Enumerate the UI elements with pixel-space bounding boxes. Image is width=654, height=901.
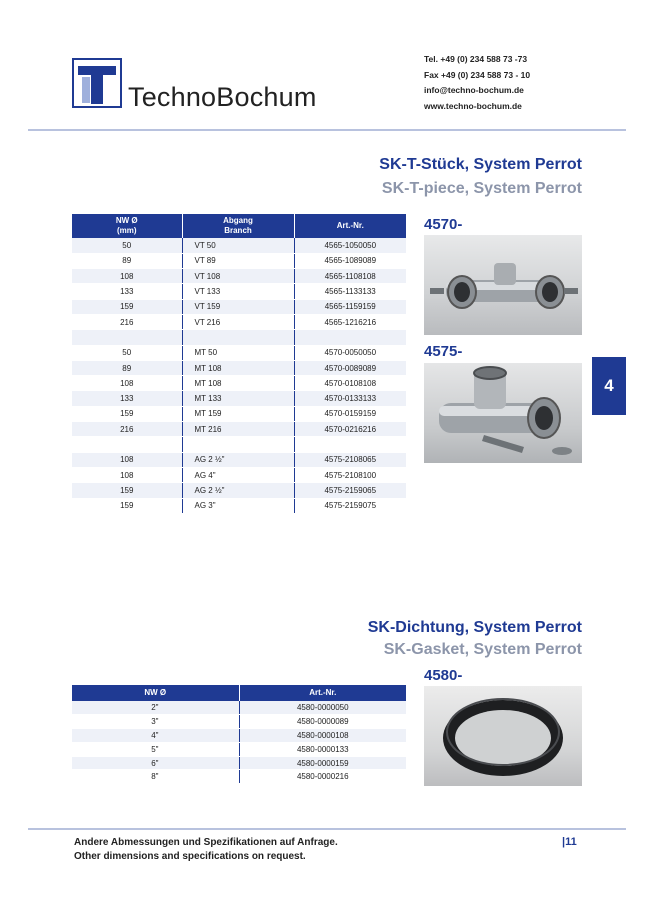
cell-branch: MT 133 [182, 391, 294, 406]
table-row [72, 483, 406, 498]
col-nw: NW Ø (mm) [72, 214, 182, 238]
t-piece-table [72, 214, 406, 514]
cell-branch: AG 2 ½" [182, 483, 294, 498]
cell-artnr: 4565-1089089 [294, 253, 406, 268]
cell-branch: AG 3" [182, 498, 294, 513]
t-piece-photo-4570 [424, 235, 582, 335]
footer-note [74, 836, 338, 864]
cell-branch: VT 216 [182, 314, 294, 329]
cell-artnr: 4565-1108108 [294, 269, 406, 284]
cell-nw: 216 [72, 422, 182, 437]
cell-nw: 159 [72, 498, 182, 513]
cell-nw: 159 [72, 299, 182, 314]
cell-nw: 6" [72, 756, 239, 770]
table-row [72, 299, 406, 314]
cell-branch: MT 216 [182, 422, 294, 437]
contact-email[interactable]: info@techno-bochum.de [424, 85, 524, 95]
cell-branch: AG 2 ½" [182, 452, 294, 467]
cell-artnr: 4570-0133133 [294, 391, 406, 406]
cell-artnr [294, 437, 406, 452]
cell-branch: VT 159 [182, 299, 294, 314]
footer-note-de: Andere Abmessungen und Spezifikationen auf Anfrage. [74, 837, 338, 848]
cell-artnr: 4565-1159159 [294, 299, 406, 314]
chapter-tab: 4 [592, 357, 626, 415]
header-divider [28, 129, 626, 131]
cell-artnr: 4580-0000108 [239, 729, 406, 743]
cell-branch: VT 133 [182, 284, 294, 299]
cell-nw: 50 [72, 345, 182, 360]
cell-branch: MT 108 [182, 376, 294, 391]
table-row [72, 284, 406, 299]
cell-nw: 108 [72, 467, 182, 482]
cell-branch: AG 4" [182, 467, 294, 482]
col-nw: NW Ø [72, 685, 239, 701]
col-artnr: Art.-Nr. [294, 214, 406, 238]
contact-phone: Tel. +49 (0) 234 588 73 -73 [424, 54, 528, 64]
cell-nw: 3" [72, 715, 239, 729]
table-row [72, 437, 406, 452]
cell-artnr: 4570-0108108 [294, 376, 406, 391]
cell-nw: 4" [72, 729, 239, 743]
cell-branch [182, 437, 294, 452]
gasket-table [72, 685, 406, 784]
table-row [72, 770, 406, 784]
cell-nw: 108 [72, 376, 182, 391]
cell-artnr: 4580-0000089 [239, 715, 406, 729]
col-branch: Abgang Branch [182, 214, 294, 238]
cell-branch: VT 89 [182, 253, 294, 268]
t-piece-photo-4575 [424, 363, 582, 463]
table-row [72, 715, 406, 729]
table-row [72, 467, 406, 482]
section1-title-de: SK-T-Stück, System Perrot [379, 156, 582, 173]
cell-artnr: 4580-0000216 [239, 770, 406, 784]
product-code-4575: 4575- [424, 343, 463, 360]
table-row [72, 360, 406, 375]
cell-nw: 8" [72, 770, 239, 784]
cell-branch: VT 108 [182, 269, 294, 284]
cell-branch: MT 50 [182, 345, 294, 360]
footer-divider [28, 828, 626, 830]
cell-artnr: 4580-0000133 [239, 742, 406, 756]
table-row [72, 253, 406, 268]
cell-artnr: 4575-2108065 [294, 452, 406, 467]
table-row [72, 756, 406, 770]
cell-nw: 108 [72, 269, 182, 284]
table-row [72, 391, 406, 406]
cell-artnr [294, 330, 406, 345]
cell-artnr: 4565-1133133 [294, 284, 406, 299]
table-row [72, 330, 406, 345]
cell-nw: 2" [72, 701, 239, 715]
contact-block [424, 52, 530, 114]
cell-nw: 133 [72, 391, 182, 406]
cell-artnr: 4565-1050050 [294, 238, 406, 253]
table-row [72, 269, 406, 284]
cell-artnr: 4580-0000050 [239, 701, 406, 715]
cell-artnr: 4575-2108100 [294, 467, 406, 482]
gasket-photo-4580 [424, 686, 582, 786]
product-code-4580: 4580- [424, 667, 463, 684]
table-row [72, 314, 406, 329]
cell-artnr: 4570-0050050 [294, 345, 406, 360]
cell-artnr: 4570-0216216 [294, 422, 406, 437]
cell-artnr: 4570-0089089 [294, 360, 406, 375]
cell-branch: VT 50 [182, 238, 294, 253]
cell-branch: MT 159 [182, 406, 294, 421]
cell-nw [72, 437, 182, 452]
table-row [72, 345, 406, 360]
cell-nw: 159 [72, 483, 182, 498]
table-row [72, 729, 406, 743]
contact-website[interactable]: www.techno-bochum.de [424, 100, 522, 111]
cell-nw [72, 330, 182, 345]
product-code-4570: 4570- [424, 216, 463, 233]
cell-nw: 5" [72, 742, 239, 756]
logo-icon [72, 58, 122, 108]
table-row [72, 376, 406, 391]
section1-title-en: SK-T-piece, System Perrot [381, 180, 582, 197]
cell-nw: 50 [72, 238, 182, 253]
table-row [72, 422, 406, 437]
footer-note-en: Other dimensions and specifications on request. [74, 851, 306, 862]
table-row [72, 452, 406, 467]
brand-name: TechnoBochum [128, 82, 317, 112]
cell-nw: 89 [72, 253, 182, 268]
table-row [72, 406, 406, 421]
cell-nw: 133 [72, 284, 182, 299]
cell-artnr: 4570-0159159 [294, 406, 406, 421]
page-number: |11 [562, 836, 577, 848]
cell-artnr: 4580-0000159 [239, 756, 406, 770]
table-row [72, 238, 406, 253]
cell-branch [182, 330, 294, 345]
cell-branch: MT 108 [182, 360, 294, 375]
table-row [72, 701, 406, 715]
cell-artnr: 4575-2159075 [294, 498, 406, 513]
cell-nw: 108 [72, 452, 182, 467]
cell-nw: 216 [72, 314, 182, 329]
col-artnr: Art.-Nr. [239, 685, 406, 701]
contact-fax: Fax +49 (0) 234 588 73 - 10 [424, 69, 531, 80]
cell-artnr: 4565-1216216 [294, 314, 406, 329]
cell-nw: 89 [72, 360, 182, 375]
section2-title-de: SK-Dichtung, System Perrot [367, 619, 582, 636]
table-row [72, 498, 406, 513]
cell-nw: 159 [72, 406, 182, 421]
section2-title-en: SK-Gasket, System Perrot [383, 641, 582, 658]
table-row [72, 742, 406, 756]
cell-artnr: 4575-2159065 [294, 483, 406, 498]
